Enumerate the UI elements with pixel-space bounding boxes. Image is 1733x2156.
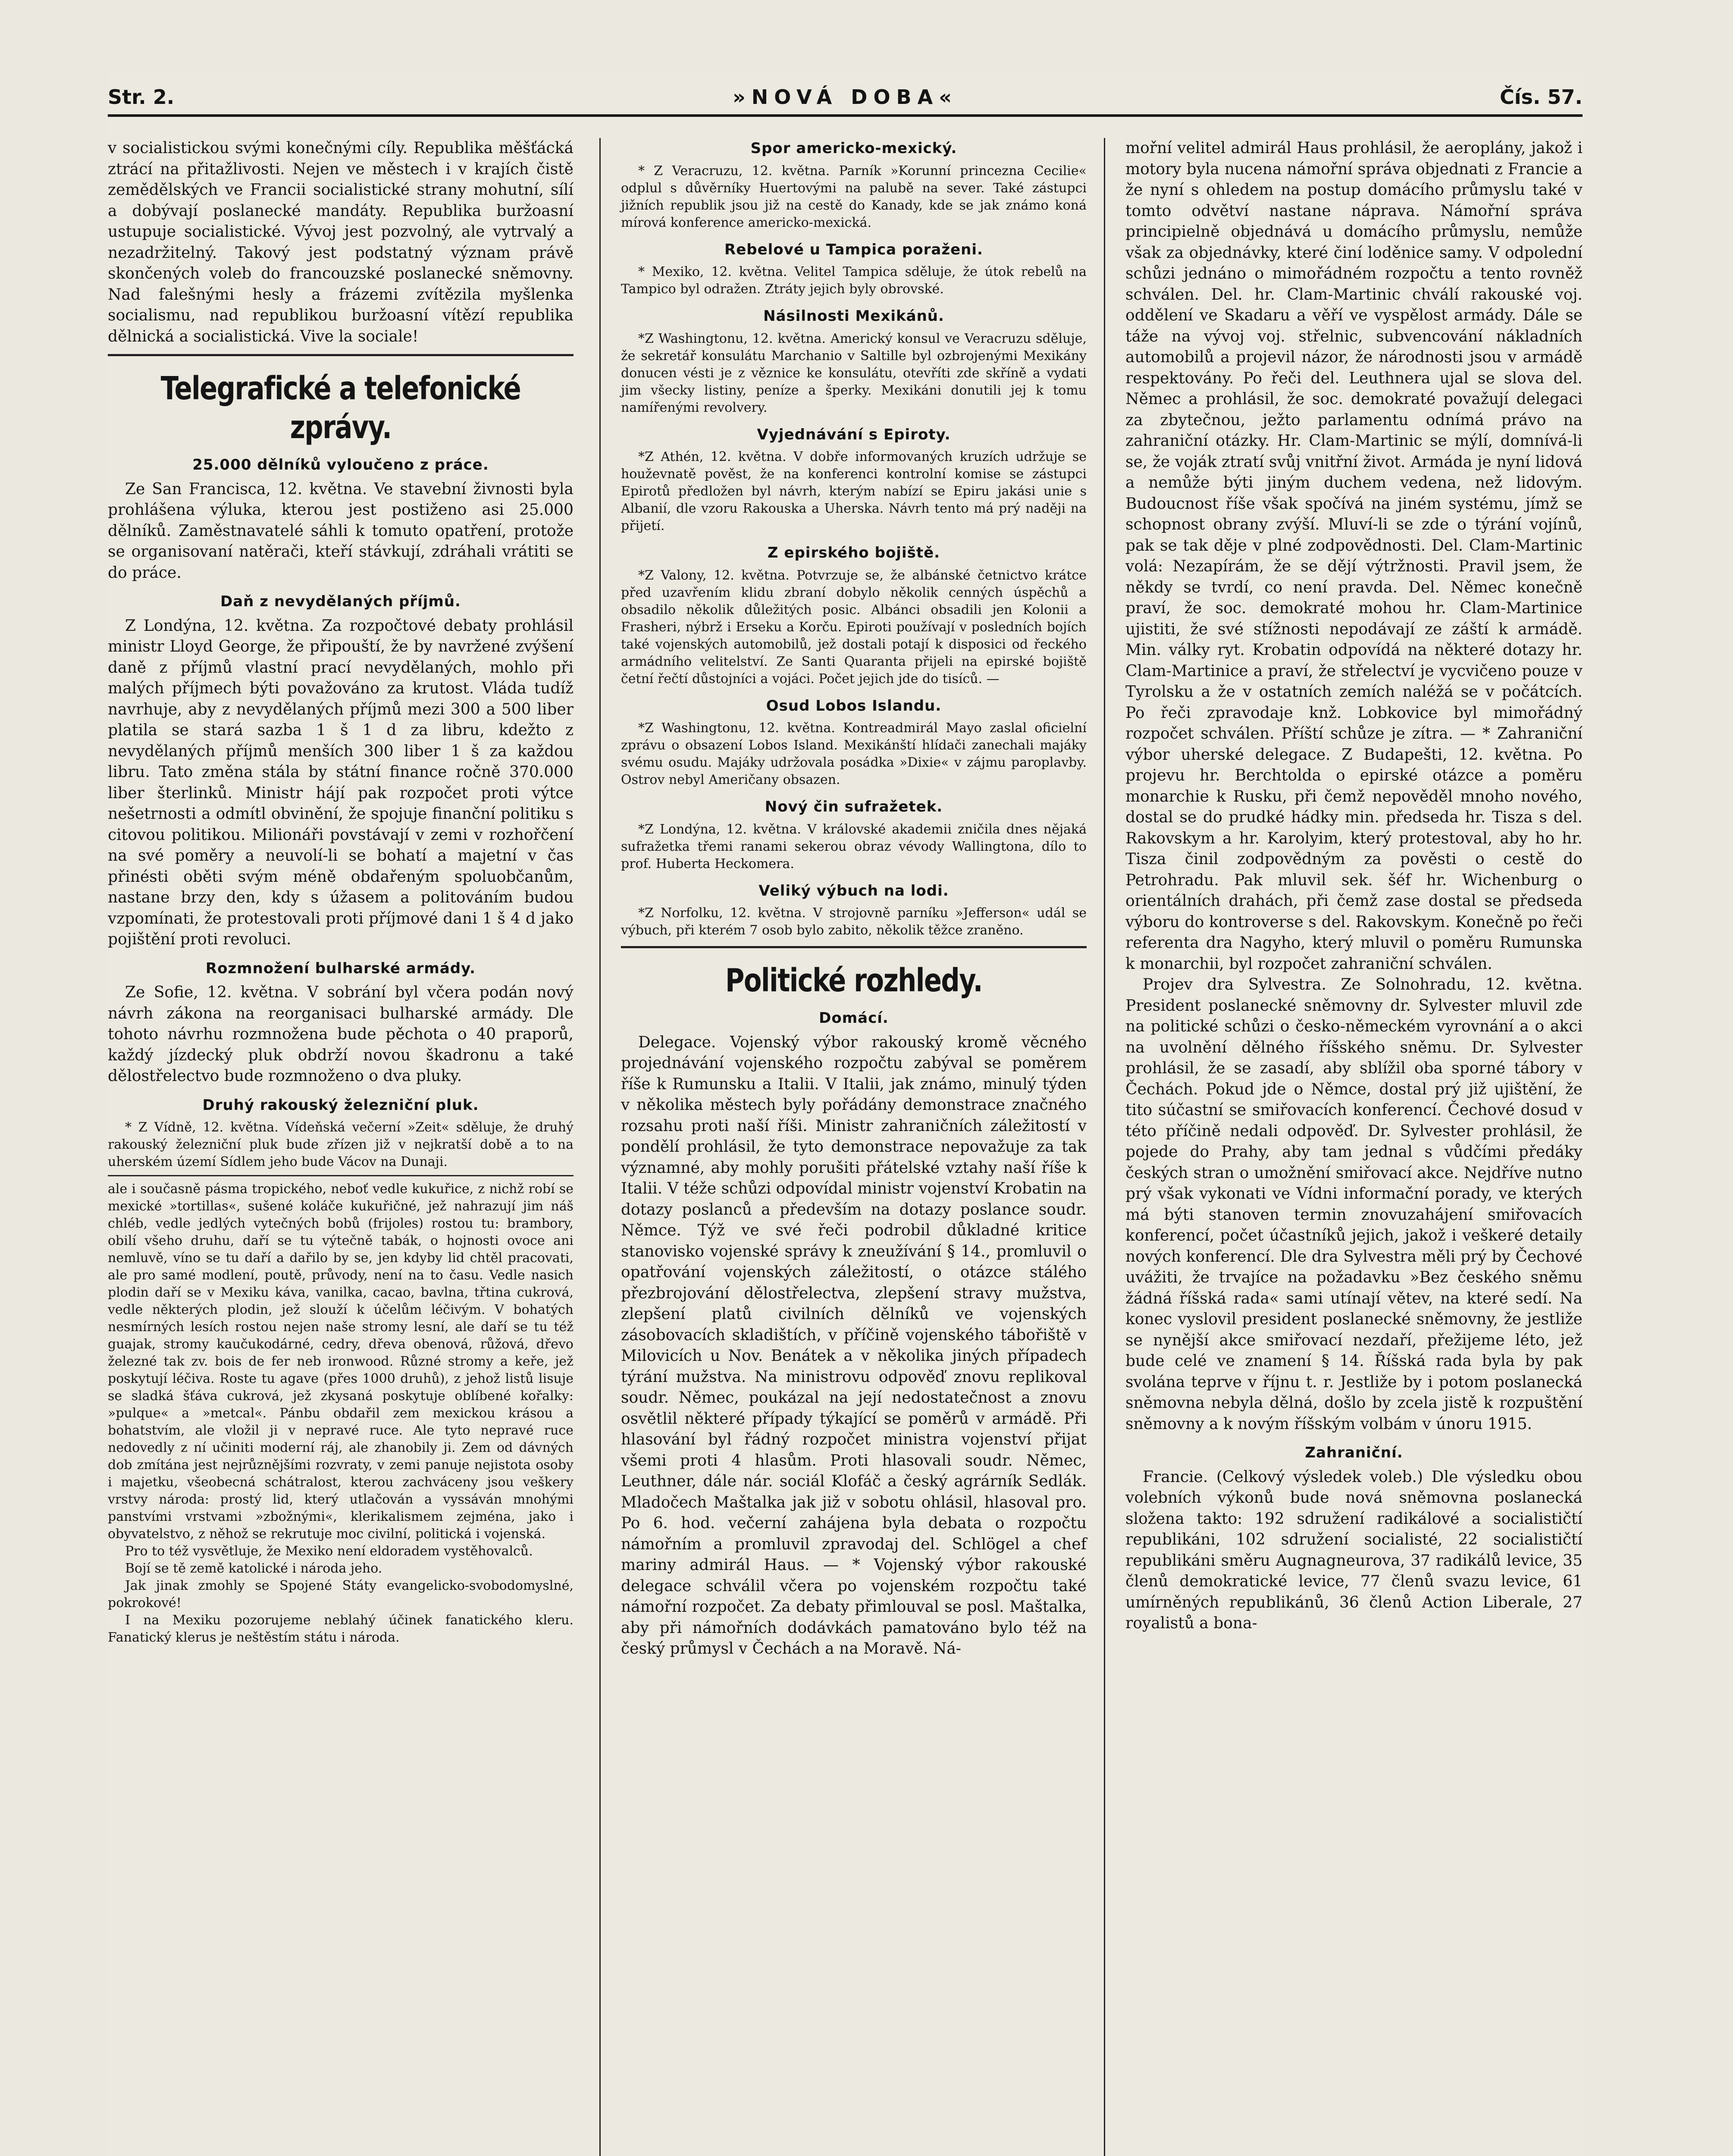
news-item: Ze San Francisca, 12. května. Ve stavební živnosti byla prohlášena výluka, kterou jest postiženo asi 25.000 dělníků. Zaměstnavatelé sáhli k tomuto opatření, protože se organisovaní natěrači, kteří stávkují, zdráhali vrátiti se do práce. — [108, 480, 573, 582]
news-item: *Z Washingtonu, 12. května. Americký konsul ve Veracruzu sděluje, že sekretář konsulátu Marchanio v Saltille byl ozbrojenými Mexikány donucen vésti je z věznice ke konsulátu, otevříti zde skříně a vydati jim všecky listiny, peníze a šperky. Mexikáni donutili jej k tomu namířenými revolvery. — [621, 331, 1087, 415]
section-rule — [108, 354, 573, 356]
headline: 25.000 dělníků vyloučeno z práce. — [192, 456, 489, 473]
headline: Spor americko-mexický. — [750, 140, 957, 157]
column-2 — [621, 138, 1087, 1660]
feuilleton-text: I na Mexiku pozorujeme neblahý účinek fanatického kleru. Fanatický klerus je neštěstím státu i národa. — [108, 1613, 573, 1645]
column-divider — [599, 138, 601, 2156]
headline: Daň z nevydělaných příjmů. — [220, 593, 461, 610]
headline: Nový čin sufražetek. — [765, 798, 943, 815]
column-1 — [108, 138, 573, 1646]
news-item: Ze Sofie, 12. května. V sobrání byl včera podán nový návrh zákona na reorganisaci bulharské armády. Dle tohoto návrhu rozmnožena bude pěchota o 40 praporů, každý jízdecký pluk obdrží novou škadronu a také dělostřelectvo bude rozmnoženo o dva pluky. — [108, 984, 573, 1085]
headline: Rebelové u Tampica poraženi. — [724, 241, 983, 258]
news-item: *Z Valony, 12. května. Potvrzuje se, že albánské četnictvo krátce před uzavřením klidu zbraní dobylo několik cenných úspěchů a obsadilo několik důležitých posic. Albánci obsadili jen Kolonii a Frasheri, nýbrž i Erseku a Korču. Epiroti používají v posledních bojích také vojenských automobilů, jež dostali potají k disposici od řeckého armádního velitelství. Ze Santi Quaranta přijeli na epirské bojiště četní řečtí důstojníci a vojáci. Počet jejich jde do tisíců. — — [621, 567, 1087, 686]
news-item: Z Londýna, 12. května. Za rozpočtové debaty prohlásil ministr Lloyd George, že připouští, že by navržené zvýšení daně z příjmů vlastní prací nevydělaných, mohlo při malých příjmech býti považováno za krutost. Vláda tudíž navrhuje, aby z nevydělaných příjmů mezi 300 a 500 liber platila se stará sazba 1 š 1 d za libru, kdežto z nevydělaných příjmů menších 300 liber 1 š za každou libru. Tato změna stála by státní finance ročně 370.000 liber šterlinků. Ministr hájí pak rozpočet proti výtce nešetrnosti a odmítl obvinění, že spojuje finanční politiku s citovou politikou. Milionáři povstávají v zemi v rozhořčení na své poměry a neuvolí-li se bohatí a majetní v čas přinésti oběti svým méně obdařeným spoluobčanům, nastane brzy den, kdy s úžasem a politováním budou vzpomínati, že protestovali proti příjmové dani 1 š 4 d jako pojištění proti revoluci. — [108, 617, 573, 948]
section-rule — [108, 1175, 573, 1176]
headline: Z epirského bojiště. — [767, 544, 940, 561]
feuilleton-text: Bojí se tě země katolické i národa jeho. — [125, 1561, 382, 1576]
column-divider — [1104, 138, 1105, 2156]
news-item: * Z Vídně, 12. května. Vídeňská večerní »Zeit« sděluje, že druhý rakouský železniční pluk bude zřízen již v nejkratší době a to na uherském území Sídlem jeho bude Vácov na Dunaji. — [108, 1120, 573, 1169]
page-header — [108, 73, 1583, 117]
subsection-heading: Domácí. — [819, 1009, 889, 1027]
feuilleton-text: Pro to též vysvětluje, že Mexiko není eldoradem vystěhovalců. — [125, 1544, 533, 1559]
newspaper-page — [108, 73, 1583, 2156]
news-item: *Z Athén, 12. května. V dobře informovaných kruzích udržuje se houževnatě pověst, že na konferenci kontrolní komise se zástupci Epirotů předložen byl návrh, kterým nabízí se Epiru jakási unie s Albanií, dle vzoru Rakouska a Uherska. Návrh tento má prý naději na přijetí. — [621, 449, 1087, 533]
newspaper-title: »NOVÁ DOBA« — [733, 85, 958, 109]
feuilleton-text: Jak jinak zmohly se Spojené Státy evangelicko-svobodomyslné, pokrokové! — [108, 1578, 573, 1611]
headline: Násilnosti Mexikánů. — [763, 307, 944, 325]
headline: Rozmnožení bulharské armády. — [205, 959, 476, 977]
subsection-heading: Zahraniční. — [1305, 1444, 1403, 1461]
news-item: * Z Veracruzu, 12. května. Parník »Korunní princezna Cecilie« odplul s důvěrníky Huertovými na palubě na sever. Také zástupci jižních republik jsou již na cestě do Kanady, kde se jak známo koná mírová konference americko-mexická. — [621, 163, 1087, 230]
headline: Druhý rakouský železniční pluk. — [202, 1096, 479, 1114]
headline: Veliký výbuch na lodi. — [758, 882, 949, 899]
page-number: Str. 2. — [108, 85, 175, 109]
section-title-politics: Politické rozhledy. — [725, 962, 982, 999]
article-text: mořní velitel admirál Haus prohlásil, že aeroplány, jakož i motory byla nucena námořní správa objednati z Francie a že nyní s ohledem na postup domácího průmyslu také v tomto odvětví nastane náprava. Námořní správa principielně objednává u domácího průmyslu, nemůže však za objednávky, které činí loděnice samy. V odpolední schůzi jednáno o mimořádném rozpočtu a tento rovněž schválen. Del. hr. Clam-Martinic chválí rakouské voj. oddělení ve Skadaru a věří ve vyspělost armády. Dále se táže na vývoj voj. střelnic, subvencování nákladních automobilů a projevil názor, že národnosti jsou v armádě respektovány. Po řeči del. Leuthnera ujal se slova del. Němec a prohlásil, že soc. demokraté považují delegaci za zbytečnou, ježto parlamentu odnímá právo na zahraniční otázky. Hr. Clam-Martinic se mýlí, domnívá-li se, že voják ztratí svůj vnitřní život. Armáda je nyní lidová a nemůže býti jiným duchem vedena, než lidovým. Budoucnost říše však spočívá na jiném systému, jímž se schopnost obrany zvýší. Mluví-li se zde o týrání vojínů, pak se tak děje v plné zodpovědnosti. Del. Clam-Martinic volá: Nezapírám, že se dějí výtržnosti. Pravil jsem, že někdy se tvrdí, co není pravda. Del. Němec konečně praví, že soc. demokraté mohou hr. Clam-Martinice ujistiti, že své stížnosti nepodávají ze záští k armádě. Min. války ryt. Krobatin odpovídá na některé dotazy hr. Clam-Martinice a praví, že střelectví je vycvičeno pouze v Tyrolsku a že v ostatních zemích naléžá se v počátcích. Po řeči zpravodaje knž. Lobkovice byl mimořádný rozpočet schválen. Příští schůze je zítra. — * Zahraniční výbor uherské delegace. Z Budapešti, 12. května. Po projevu hr. Berchtolda o epirské otázce a poměru monarchie k Rusku, při čemž nepověděl mnoho nového, dostal se do prudké hádky min. předseda hr. Tisza s del. Rakovskym a hr. Karolyim, který protestoval, aby ho hr. Tisza činil zodpovědným za pověsti o cestě do Petrohradu. Pak mluvil sek. šéf hr. Wichenburg o orientálních drahách, při čemž zase dostal se předseda výboru do kontroverse s del. Rakovskym. Konečně po řeči referenta dra Nagyho, který mluvil o poměru Rumunska k monarchii, byl rozpočet zahraniční schválen. — [1125, 139, 1583, 973]
news-item: * Mexiko, 12. května. Velitel Tampica sděluje, že útok rebelů na Tampico byl odražen. Ztráty jejich byly obrovské. — [621, 264, 1087, 297]
feuilleton-text: ale i současně pásma tropického, neboť vedle kukuřice, z nichž robí se mexické »tortillas«, sušené koláče kukuřičné, jež nahrazují jim náš chléb, vedle jedlých vytečných bobů (frijoles) rostou tu: brambory, obilí všeho druhu, daří se tu výtečně tabák, o hojnosti ovoce ani nemluvě, víno se tu daří a dařilo by se, jen kdyby lid chtěl pracovati, ale pro samé modlení, poutě, průvody, není na to času. Vedle nasich plodin daří se v Mexiku káva, vanilka, cacao, bavlna, třtina cukrová, vedle některých plodin, jež slouží k účelům léčivým. V bohatých nesmírných lesích rostou nejen naše stromy lesní, ale daří se tu též guajak, stromy kaučukodárné, cedry, dřeva obenová, růžová, dřevo železné tak zv. bois de fer neb ironwood. Různé stromy a keře, jež poskytují léčiva. Roste tu agave (přes 1000 druhů), z jehož listů lisuje se sladká šťáva cukrová, jež zkysaná poskytuje oblíbené kořalky: »pulque« a »metcal«. Pánbu obdařil zem mexickou krásou a bohatstvím, ale vložil ji v nepravé ruce. Ale tyto nepravé ruce nedovedly z ní učiniti moderní ráj, ale zhanobily ji. Zem od dávných dob zmítána jest nejrůznějšími rozvraty, v zemi panuje nejistota osoby i majetku, všeobecná schátralost, kterou zachváceny jsou veškery vrstvy národa: prostý lid, který utlačován a vyssáván mnohými panstvími vrstvami »zbožnými«, klerikalismem zejména, jako i obyvatelstvo, z něhož se rekrutuje moc civilní, politická i vojenská. — [108, 1181, 573, 1542]
article-text: Projev dra Sylvestra. Ze Solnohradu, 12. května. President poslanecké sněmovny dr. Sylvester mluvil zde na politické schůzi o česko-německém vyrovnání a o akci na uvolnění dělného říšského sněmu. Dr. Sylvester prohlásil, že se zasadí, aby sblížil oba sporné tábory v Čechách. Pokud jde o Němce, dostal prý již ujištění, že tito súčastní se smiřovacích konferencí. Čechové dosud v této příčině nedali odpověď. Dr. Sylvester prohlásil, že pojede do Prahy, aby tam jednal s vůdčími předáky českých stran o umožnění smiřovací akce. Nejdříve nutno prý však vykonati ve Vídni informační porady, ve kterých má býti stanoven termin znovuzahájení smiřovacích konferencí, počet účastníků jejich, jakož i veškeré detaily nových konferencí. Dle dra Sylvestra měli prý by Čechové uvážiti, že trvajíce na požadavku »Bez českého sněmu žádná říšská rada« sami utínají větev, na které sedí. Na konec vyslovil president poslanecké sněmovny, že jestliže se nynější akce smiřovací nezdaří, přežijeme léto, jež bude celé ve znamení § 14. Říšská rada byla by pak svolána teprve v říjnu t. r. Jestliže by i potom poslanecká sněmovna nebyla dělná, došlo by zcela jistě k rozpuštění sněmovny a k novým říšským volbám v únoru 1915. — [1125, 976, 1583, 1433]
issue-number: Čís. 57. — [1500, 85, 1583, 109]
news-item: *Z Norfolku, 12. května. V strojovně parníku »Jefferson« udál se výbuch, při kterém 7 osob bylo zabito, několik těžce zraněno. — [621, 906, 1087, 938]
section-title-telegrams: Telegrafické a telefonické zprávy. — [160, 370, 521, 446]
article-text: Delegace. Vojenský výbor rakouský kromě věcného projednávání vojenského rozpočtu zabýval se poměrem říše k Rumunsku a Italii. V Italii, jak známo, minulý týden v několika městech byly pořádány demonstrace značného rozsahu proti naší říši. Ministr zahraničních záležitostí v pondělí prohlásil, že tyto demonstrace nepovažuje za tak významné, aby mohly porušiti přátelské vztahy naší říše k Italii. V téže schůzi odpovídal ministr vojenství Krobatin na dotazy poslanců a především na dotazy poslance soudr. Němce. Týž ve své řeči podrobil důkladné kritice stanovisko vojenské správy k zneužívání § 14., promluvil o opatřování vojenských záležitostí, o otázce stálého přezbrojování dělostřelectva, zlepšení stravy mužstva, zlepšení platů civilních dělníků ve vojenských zásobovacích skladištích, v příčině vojenského tábořiště v Milovicích u Nov. Benátek a v několika jiných případech týrání mužstva. Na ministrovu odpověď znovu replikoval soudr. Němec, poukázal na její nedostatečnost a znovu osvětlil některé případy týkající se poměrů v armádě. Při hlasování byl řádný rozpočet ministra vojenství přijat všemi proti 4 hlasům. Proti hlasovali soudr. Němec, Leuthner, dále nár. sociál Klofáč a český agrárník Sedlák. Mladočech Maštalka jak již v sobotu ohlásil, hlasoval pro. Po 6. hod. večerní zahájena byla debata o rozpočtu námořním a promluvil zpravodaj del. Schlögel a chef mariny admirál Haus. — * Vojenský výbor rakouské delegace schválil včera po vojenském rozpočtu také námořní rozpočet. Za debaty přimlouval se posl. Maštalka, aby při námořních dodávkách pamatováno bylo též na český průmysl v Čechách a na Moravě. Ná- — [621, 1033, 1087, 1658]
section-rule — [621, 946, 1087, 948]
article-continuation: v socialistickou svými konečnými cíly. Republika měšťácká ztrácí na přitažlivosti. Nejen ve městech i v krajích čistě zemědělských ve Francii socialistické strany mohutní, sílí a dobývají poslanecké mandáty. Republika buržoasní ustupuje socialistické. Vývoj jest pozvolný, ale vytrvalý a nezadržitelný. Takový jest podstatný význam právě skončených voleb do francouzské poslanecké sněmovny. Nad falešnými hesly a frázemi zvítězila myšlenka socialismu, nad republikou buržoasní vítězí republika dělnická a socialistická. Vive la sociale! — [108, 139, 573, 345]
headline: Vyjednávání s Epiroty. — [757, 426, 951, 443]
headline: Osud Lobos Islandu. — [766, 697, 942, 714]
news-item: *Z Washingtonu, 12. května. Kontreadmirál Mayo zaslal oficielní zprávu o obsazení Lobos Island. Mexikánští hlídači zanechali majáky svému osudu. Majáky udržovala posádka »Dixie« v zájmu paroplavby. Ostrov nebyl Američany obsazen. — [621, 721, 1087, 787]
news-item: *Z Londýna, 12. května. V královské akademii zničila dnes nějaká sufražetka třemi ranami sekerou obraz vévody Wallingtona, dílo to prof. Huberta Heckomera. — [621, 821, 1087, 871]
column-3 — [1125, 138, 1583, 1634]
article-text: Francie. (Celkový výsledek voleb.) Dle výsledku obou volebních výkonů bude nová sněmovna poslanecká složena takto: 192 sdružení radikálové a socialističtí republikáni, 102 sdružení socialisté, 22 socialističtí republikáni směru Augnagneurova, 37 radikálů levice, 35 členů demokratické levice, 77 členů svazu levice, 61 umírněných republikánů, 36 členů Action Liberale, 27 royalistů a bona- — [1125, 1468, 1583, 1632]
